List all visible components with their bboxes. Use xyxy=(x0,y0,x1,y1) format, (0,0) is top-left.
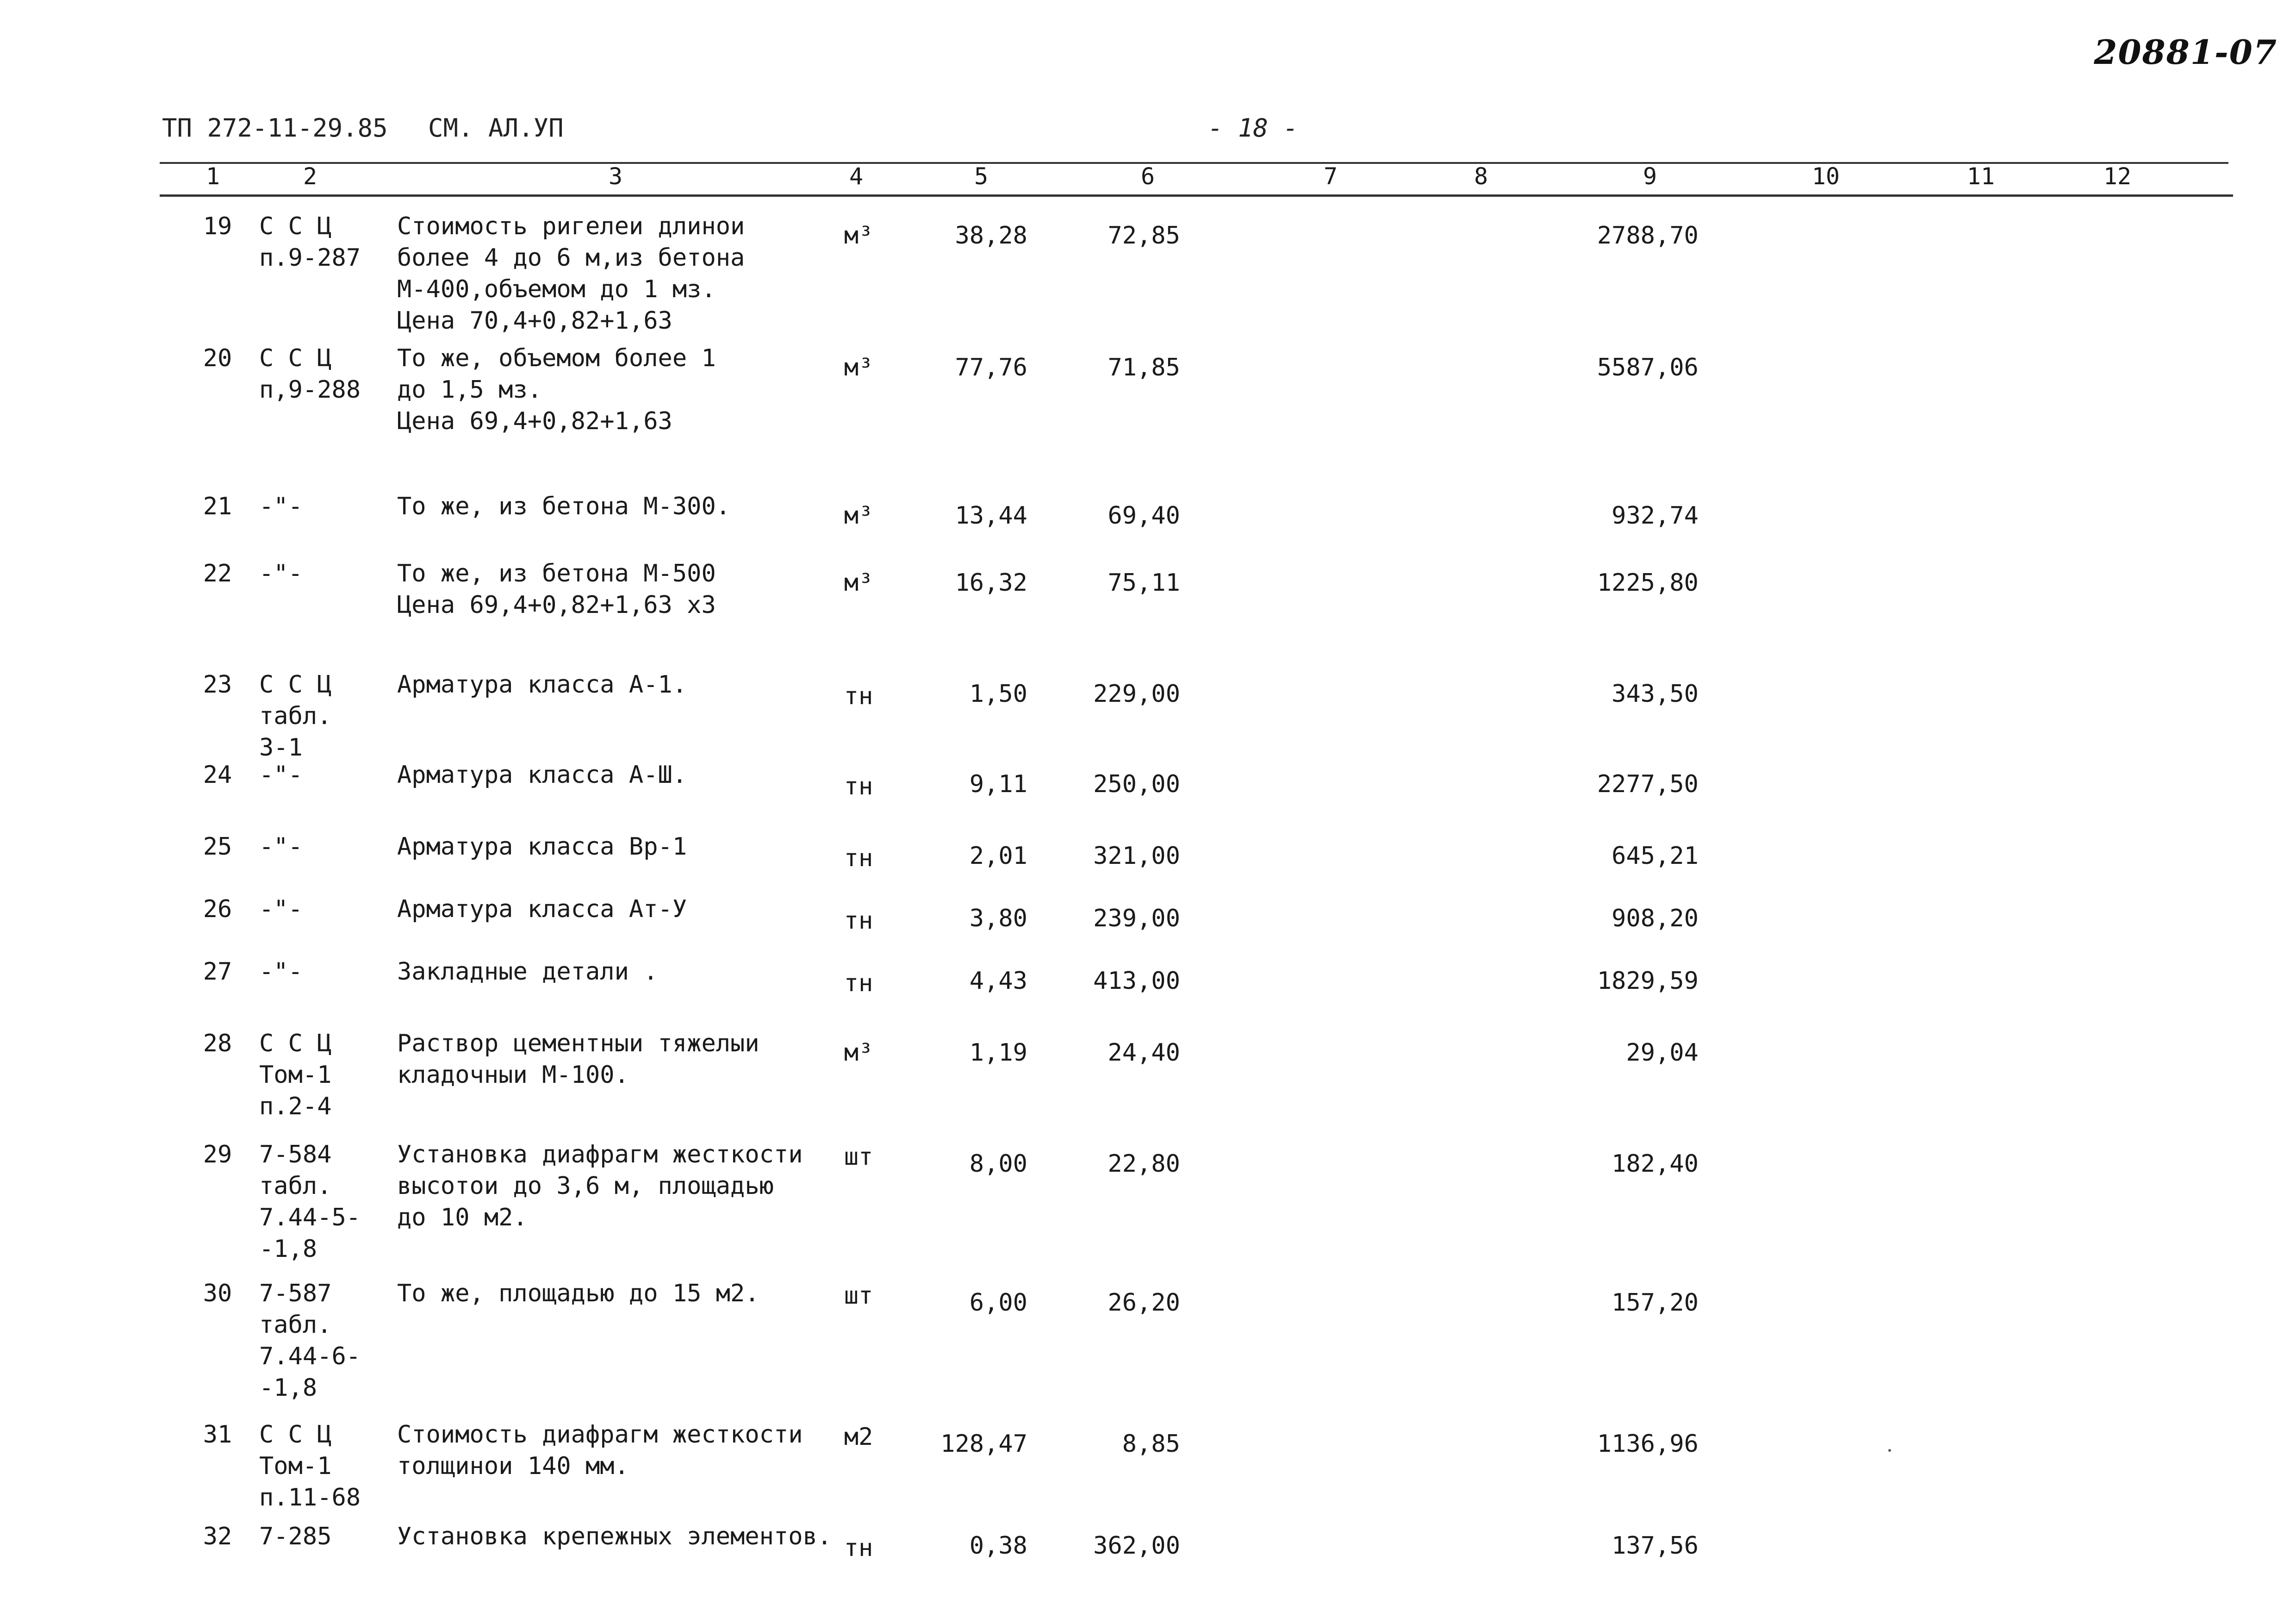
row-24-unit: тн xyxy=(844,773,873,800)
column-number-5: 5 xyxy=(974,163,989,190)
column-number-9: 9 xyxy=(1643,163,1657,190)
row-31-total: 1136,96 xyxy=(1597,1430,1699,1458)
page-number: - 18 - xyxy=(1208,113,1299,143)
row-19-qty: 38,28 xyxy=(955,222,1027,250)
row-22-code: -"- xyxy=(259,560,303,587)
row-24-desc: Арматура класса А-Ш. xyxy=(397,761,687,789)
row-19-num: 19 xyxy=(203,212,232,240)
document-number-handwritten: 20881-07 xyxy=(2094,32,2277,72)
column-number-4: 4 xyxy=(849,163,864,190)
row-27-qty: 4,43 xyxy=(969,967,1027,995)
row-20-price: 71,85 xyxy=(1108,354,1180,381)
row-22-desc: То же, из бетона М-500 Цена 69,4+0,82+1,63 х3 xyxy=(397,560,716,619)
row-26-code: -"- xyxy=(259,895,303,923)
row-28-qty: 1,19 xyxy=(969,1039,1027,1067)
row-25-desc: Арматура класса Вр-1 xyxy=(397,833,687,861)
row-30-unit: шт xyxy=(844,1282,873,1310)
row-25-total: 645,21 xyxy=(1612,842,1699,870)
row-31-code: С С Ц Том-1 п.11-68 xyxy=(259,1421,361,1512)
row-27-unit: тн xyxy=(844,969,873,997)
row-23-total: 343,50 xyxy=(1612,680,1699,708)
row-30-price: 26,20 xyxy=(1108,1289,1180,1317)
row-26-price: 239,00 xyxy=(1093,905,1180,932)
row-21-desc: То же, из бетона М-300. xyxy=(397,493,731,520)
document-code: ТП 272-11-29.85 xyxy=(162,113,388,143)
row-29-unit: шт xyxy=(844,1143,873,1171)
row-20-code: С С Ц п,9-288 xyxy=(259,344,361,404)
row-25-price: 321,00 xyxy=(1093,842,1180,870)
row-25-unit: тн xyxy=(844,844,873,872)
table-top-rule xyxy=(160,162,2228,164)
row-29-desc: Установка диафрагм жесткости высотои до 3,6 м, площадью до 10 м2. xyxy=(397,1141,803,1231)
row-24-total: 2277,50 xyxy=(1597,770,1699,798)
row-19-desc: Стоимость ригелеи длинои более 4 до 6 м,из бетона М-400,объемом до 1 мз. Цена 70,4+0,82+1,63 xyxy=(397,212,745,335)
row-22-price: 75,11 xyxy=(1108,569,1180,597)
column-number-7: 7 xyxy=(1323,163,1338,190)
row-23-unit: тн xyxy=(844,682,873,710)
row-21-num: 21 xyxy=(203,493,232,520)
row-26-num: 26 xyxy=(203,895,232,923)
row-20-num: 20 xyxy=(203,344,232,372)
row-32-num: 32 xyxy=(203,1523,232,1550)
row-19-unit: м³ xyxy=(844,222,873,250)
column-number-2: 2 xyxy=(303,163,317,190)
row-24-qty: 9,11 xyxy=(969,770,1027,798)
row-24-code: -"- xyxy=(259,761,303,789)
row-30-qty: 6,00 xyxy=(969,1289,1027,1317)
row-20-total: 5587,06 xyxy=(1597,354,1699,381)
row-27-price: 413,00 xyxy=(1093,967,1180,995)
row-19-price: 72,85 xyxy=(1108,222,1180,250)
row-23-code: С С Ц табл. 3-1 xyxy=(259,671,332,762)
row-21-total: 932,74 xyxy=(1612,502,1699,530)
row-27-code: -"- xyxy=(259,958,303,986)
row-19-total: 2788,70 xyxy=(1597,222,1699,250)
row-25-code: -"- xyxy=(259,833,303,861)
row-26-total: 908,20 xyxy=(1612,905,1699,932)
row-29-qty: 8,00 xyxy=(969,1150,1027,1178)
row-28-price: 24,40 xyxy=(1108,1039,1180,1067)
row-20-desc: То же, объемом более 1 до 1,5 мз. Цена 69,4+0,82+1,63 xyxy=(397,344,716,435)
row-19-code: С С Ц п.9-287 xyxy=(259,212,361,272)
row-27-total: 1829,59 xyxy=(1597,967,1699,995)
row-31-price: 8,85 xyxy=(1122,1430,1180,1458)
row-26-unit: тн xyxy=(844,907,873,935)
row-32-price: 362,00 xyxy=(1093,1532,1180,1560)
row-32-unit: тн xyxy=(844,1534,873,1562)
row-32-desc: Установка крепежных элементов. xyxy=(397,1523,832,1550)
table-header-rule xyxy=(160,194,2233,197)
sheet-reference: СМ. АЛ.УП xyxy=(428,113,564,143)
row-31-qty: 128,47 xyxy=(940,1430,1027,1458)
row-25-qty: 2,01 xyxy=(969,842,1027,870)
row-28-unit: м³ xyxy=(844,1039,873,1067)
row-28-total: 29,04 xyxy=(1626,1039,1699,1067)
row-26-desc: Арматура класса Ат-У xyxy=(397,895,687,923)
row-32-qty: 0,38 xyxy=(969,1532,1027,1560)
row-29-price: 22,80 xyxy=(1108,1150,1180,1178)
row-23-price: 229,00 xyxy=(1093,680,1180,708)
row-22-unit: м³ xyxy=(844,569,873,597)
row-32-total: 137,56 xyxy=(1612,1532,1699,1560)
row-25-num: 25 xyxy=(203,833,232,861)
row-21-qty: 13,44 xyxy=(955,502,1027,530)
column-number-12: 12 xyxy=(2103,163,2132,190)
row-31-num: 31 xyxy=(203,1421,232,1449)
row-31-unit: м2 xyxy=(844,1423,873,1451)
row-22-total: 1225,80 xyxy=(1597,569,1699,597)
row-21-unit: м³ xyxy=(844,502,873,530)
row-22-num: 22 xyxy=(203,560,232,587)
row-30-total: 157,20 xyxy=(1612,1289,1699,1317)
row-28-code: С С Ц Том-1 п.2-4 xyxy=(259,1030,332,1120)
row-26-qty: 3,80 xyxy=(969,905,1027,932)
row-29-num: 29 xyxy=(203,1141,232,1168)
row-30-desc: То же, площадью до 15 м2. xyxy=(397,1280,759,1307)
row-24-num: 24 xyxy=(203,761,232,789)
row-23-num: 23 xyxy=(203,671,232,699)
row-32-code: 7-285 xyxy=(259,1523,332,1550)
row-21-price: 69,40 xyxy=(1108,502,1180,530)
row-31-desc: Стоимость диафрагм жесткости толщинои 140 мм. xyxy=(397,1421,803,1480)
column-number-10: 10 xyxy=(1811,163,1840,190)
row-29-code: 7-584 табл. 7.44-5- -1,8 xyxy=(259,1141,361,1263)
column-number-6: 6 xyxy=(1140,163,1155,190)
row-23-qty: 1,50 xyxy=(969,680,1027,708)
row-30-num: 30 xyxy=(203,1280,232,1307)
row-28-desc: Раствор цементныи тяжелыи кладочныи М-100. xyxy=(397,1030,759,1089)
row-23-desc: Арматура класса А-1. xyxy=(397,671,687,699)
row-30-code: 7-587 табл. 7.44-6- -1,8 xyxy=(259,1280,361,1402)
scan-speck xyxy=(1888,1449,1891,1452)
row-27-desc: Закладные детали . xyxy=(397,958,658,986)
column-number-8: 8 xyxy=(1474,163,1488,190)
row-20-qty: 77,76 xyxy=(955,354,1027,381)
row-28-num: 28 xyxy=(203,1030,232,1057)
row-29-total: 182,40 xyxy=(1612,1150,1699,1178)
row-24-price: 250,00 xyxy=(1093,770,1180,798)
row-27-num: 27 xyxy=(203,958,232,986)
column-number-1: 1 xyxy=(205,163,220,190)
column-number-11: 11 xyxy=(1966,163,1995,190)
column-number-3: 3 xyxy=(608,163,623,190)
row-20-unit: м³ xyxy=(844,354,873,381)
row-21-code: -"- xyxy=(259,493,303,520)
row-22-qty: 16,32 xyxy=(955,569,1027,597)
